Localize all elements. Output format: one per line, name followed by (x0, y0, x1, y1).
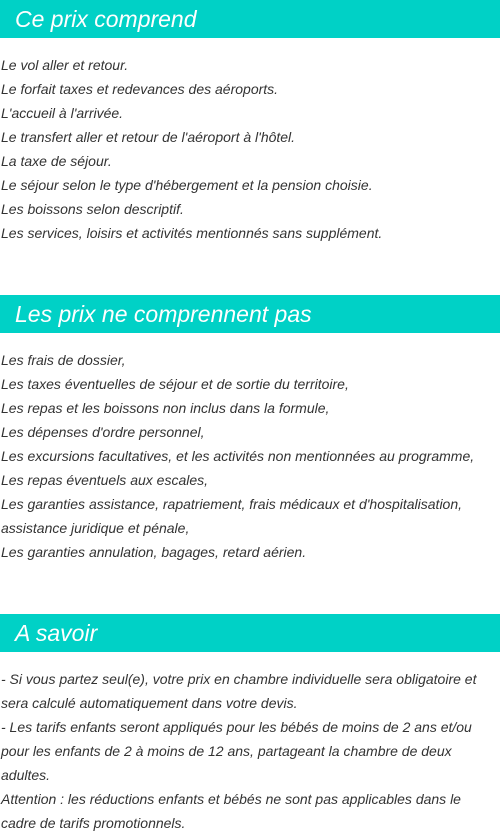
list-item: Le forfait taxes et redevances des aéroports. (1, 81, 279, 97)
list-item: Les excursions facultatives, et les activités non mentionnées au programme, (1, 448, 475, 464)
list-item: Les garanties assistance, rapatriement, frais médicaux et d'hospitalisation, assistance juridique et pénale, (1, 496, 463, 536)
list-item: Le transfert aller et retour de l'aéroport à l'hôtel. (1, 129, 296, 145)
list-item: Les boissons selon descriptif. (1, 201, 184, 217)
section-header-good-to-know (0, 614, 500, 652)
list-item: Le séjour selon le type d'hébergement et la pension choisie. (1, 177, 373, 193)
list-item: - Si vous partez seul(e), votre prix en chambre individuelle sera obligatoire et sera calculé automatiquement dans votre devis. (1, 671, 477, 711)
section-body-good-to-know (1, 667, 499, 835)
list-item: La taxe de séjour. (1, 153, 112, 169)
section-title-included: Ce prix comprend (15, 6, 197, 32)
section-title-good-to-know: A savoir (15, 620, 98, 646)
list-item: - Les tarifs enfants seront appliqués pour les bébés de moins de 2 ans et/ou pour les enfants de 2 à moins de 12 ans, partageant la chambre de deux adultes. (1, 719, 472, 783)
list-item: Les repas éventuels aux escales, (1, 472, 209, 488)
list-item: Le vol aller et retour. (1, 57, 129, 73)
list-item: Les services, loisirs et activités mentionnés sans supplément. (1, 225, 383, 241)
section-header-not-included (0, 295, 500, 333)
list-item: L'accueil à l'arrivée. (1, 105, 124, 121)
list-item: Les dépenses d'ordre personnel, (1, 424, 205, 440)
list-item: Attention : les réductions enfants et bébés ne sont pas applicables dans le cadre de tarifs promotionnels. (1, 791, 461, 831)
section-title-not-included: Les prix ne comprennent pas (15, 301, 312, 327)
section-body-included (1, 53, 499, 245)
list-item: Les taxes éventuelles de séjour et de sortie du territoire, (1, 376, 349, 392)
section-header-included (0, 0, 500, 38)
list-item: Les garanties annulation, bagages, retard aérien. (1, 544, 307, 560)
section-body-not-included (1, 348, 499, 564)
list-item: Les repas et les boissons non inclus dans la formule, (1, 400, 330, 416)
list-item: Les frais de dossier, (1, 352, 126, 368)
